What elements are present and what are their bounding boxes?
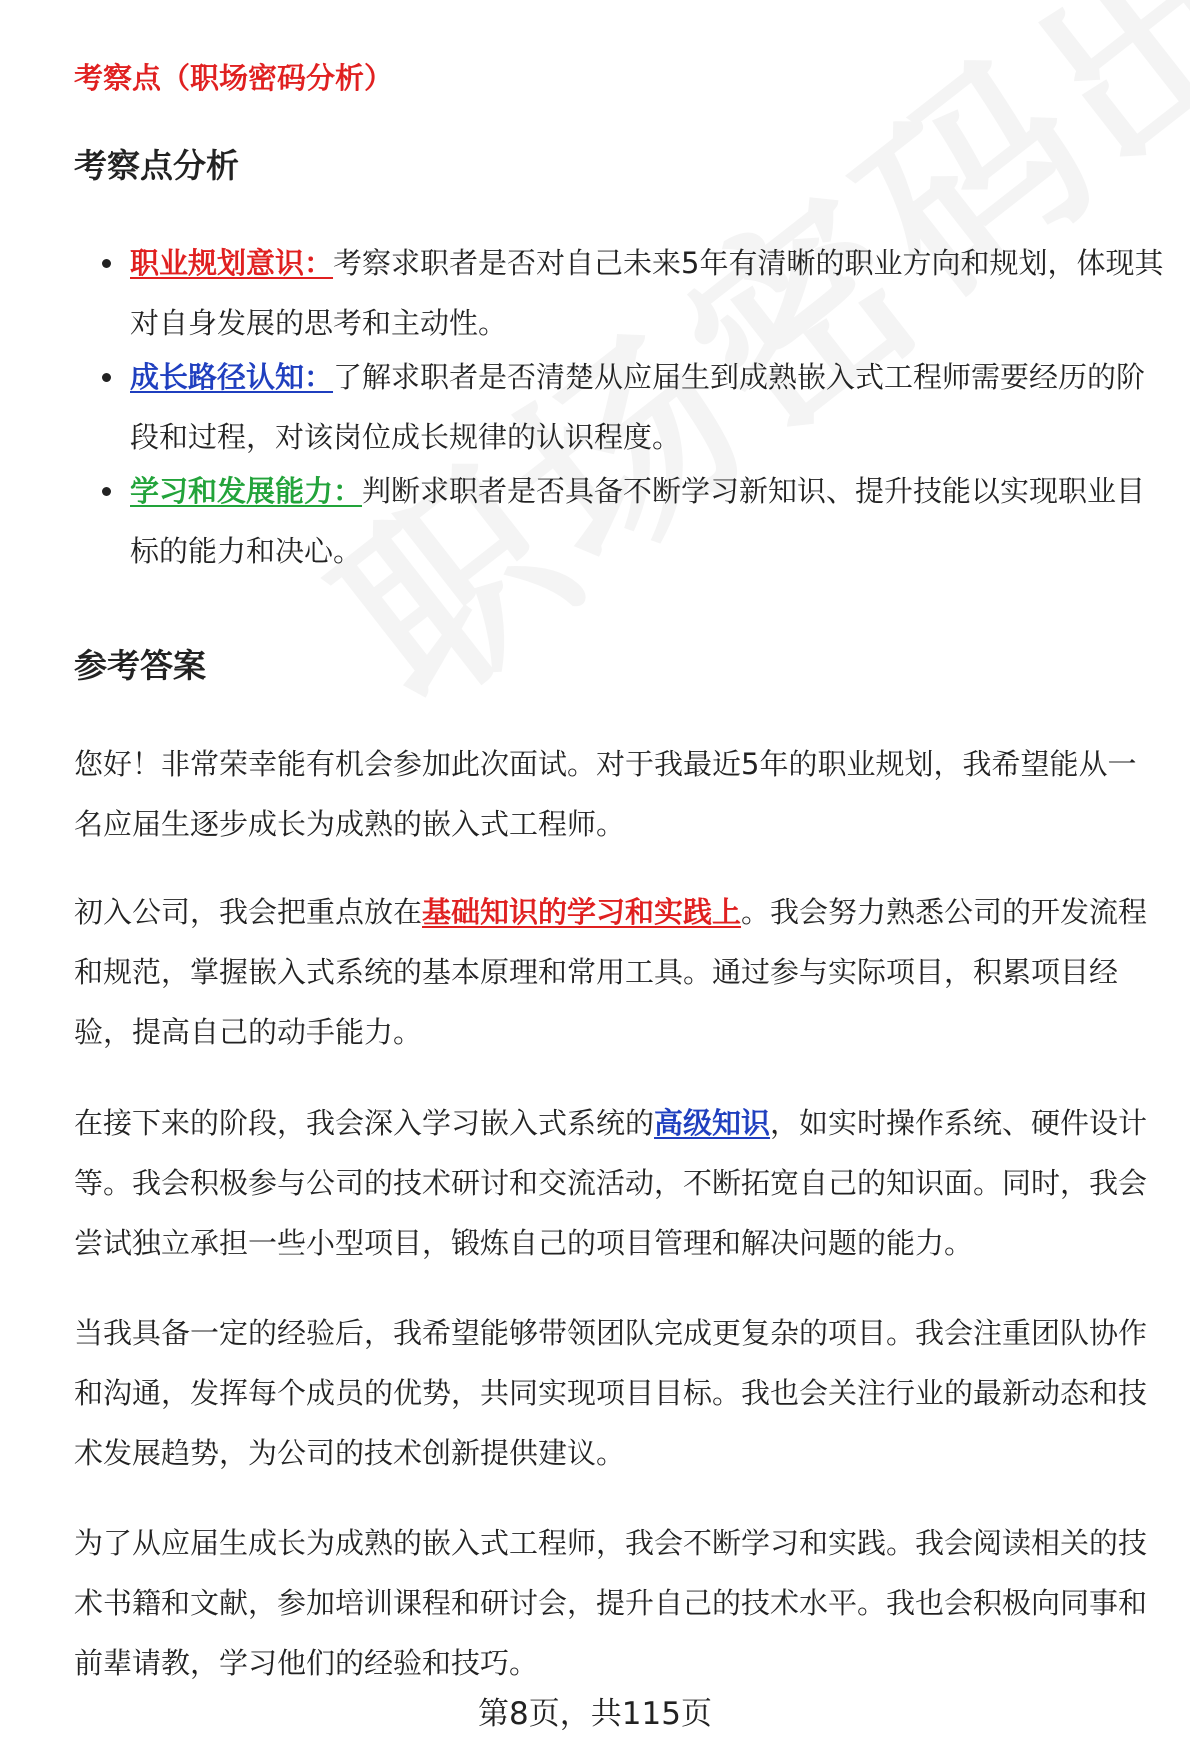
list-item: [74, 233, 1174, 353]
bullet-text: 判断求职者是否具备不断学习新知识、提升技能以实现职业目标的能力和决心。: [130, 474, 1146, 568]
paragraph-text: ，如实时操作系统、硬件设计等。我会积极参与公司的技术研讨和交流活动，不断拓宽自己的知识面。同时，我会尝试独立承担一些小型项目，锻炼自己的项目管理和解决问题的能力。: [74, 1106, 1148, 1260]
section-tag: 考察点（职场密码分析）: [74, 61, 394, 95]
answer-paragraph-4: 当我具备一定的经验后，我希望能够带领团队完成更复杂的项目。我会注重团队协作和沟通，发挥每个成员的优势，共同实现项目目标。我也会关注行业的最新动态和技术发展趋势，为公司的技术创新提供建议。: [74, 1316, 1148, 1470]
answer-heading: 参考答案: [74, 646, 206, 685]
bullet-dot: [102, 259, 111, 268]
page-number: 第8页，共115页: [478, 1696, 712, 1732]
answer-paragraph-3: [74, 1093, 1164, 1273]
bullet-keyword: 职业规划意识：: [130, 246, 334, 280]
list-item: [74, 347, 1174, 467]
paragraph-text: 。我会努力熟悉公司的开发流程和规范，掌握嵌入式系统的基本原理和常用工具。通过参与实际项目，积累项目经验，提高自己的动手能力。: [74, 895, 1148, 1049]
list-item: [74, 461, 1174, 581]
paragraph-text: 在接下来的阶段，我会深入学习嵌入式系统的: [74, 1106, 655, 1140]
answer-paragraph-1: 您好！非常荣幸能有机会参加此次面试。对于我最近5年的职业规划，我希望能从一名应届生逐步成长为成熟的嵌入式工程师。: [74, 747, 1137, 841]
paragraph-text: 初入公司，我会把重点放在: [74, 895, 423, 929]
bullet-text: 考察求职者是否对自己未来5年有清晰的职业方向和规划，体现其对自身发展的思考和主动性。: [130, 246, 1164, 340]
bullet-text: 了解求职者是否清楚从应届生到成熟嵌入式工程师需要经历的阶段和过程，对该岗位成长规律的认识程度。: [130, 360, 1146, 454]
answer-paragraph-5: 为了从应届生成长为成熟的嵌入式工程师，我会不断学习和实践。我会阅读相关的技术书籍和文献，参加培训课程和研讨会，提升自己的技术水平。我也会积极向同事和前辈请教，学习他们的经验和技巧。: [74, 1526, 1148, 1680]
analysis-heading: 考察点分析: [74, 146, 239, 185]
bullet-dot: [102, 487, 111, 496]
bullet-dot: [102, 373, 111, 382]
answer-paragraph-2: [74, 882, 1164, 1062]
bullet-keyword: 成长路径认知：: [130, 360, 334, 394]
analysis-list: [74, 233, 1174, 581]
highlight-phrase: 高级知识: [654, 1106, 771, 1140]
bullet-keyword: 学习和发展能力：: [130, 474, 363, 508]
highlight-phrase: 基础知识的学习和实践上: [422, 895, 742, 929]
